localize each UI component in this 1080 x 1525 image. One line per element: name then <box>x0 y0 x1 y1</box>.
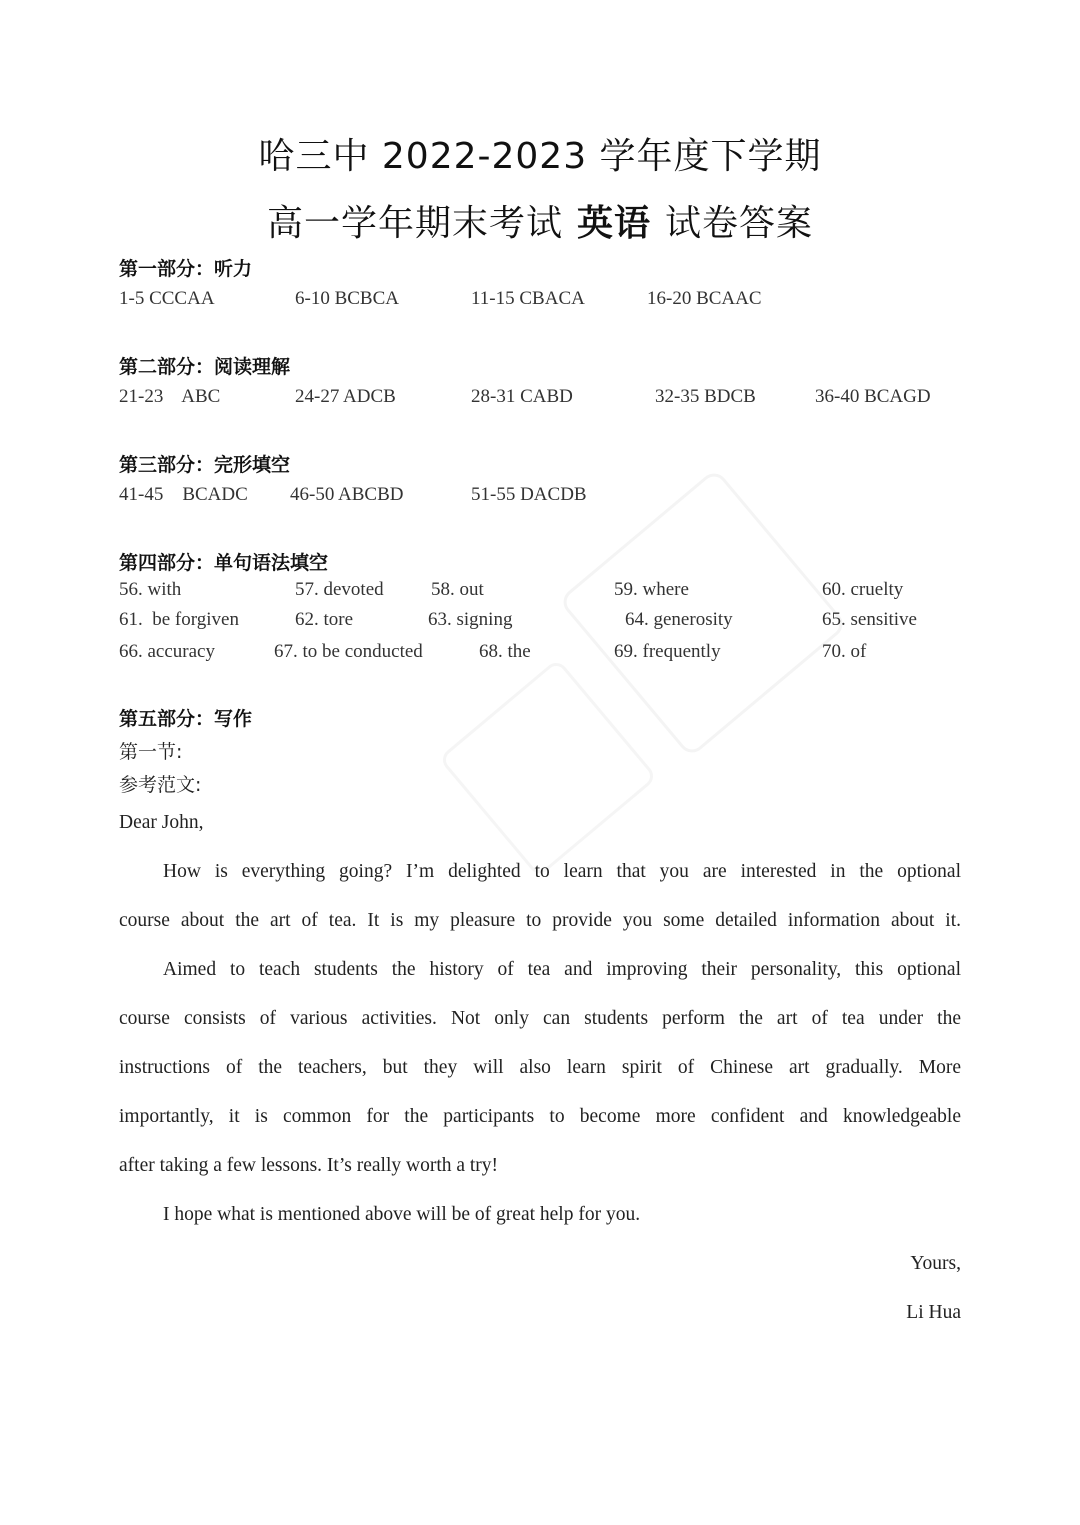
letter-paragraph-line: course about the art of tea. It is my pleasure to provide you some detailed information about it. <box>119 910 961 931</box>
answer-group: 32-35 BDCB <box>655 386 756 407</box>
grammar-answer: 67. to be conducted <box>274 641 423 662</box>
letter-paragraph-line: after taking a few lessons. It’s really worth a try! <box>119 1155 499 1176</box>
page-title-line1: 哈三中 2022-2023 学年度下学期 <box>258 136 822 177</box>
letter-paragraph-line: importantly, it is common for the participants to become more confident and knowledgeable <box>119 1106 961 1127</box>
title-prefix: 高一学年期末考试 <box>266 203 563 244</box>
grammar-answer: 64. generosity <box>625 609 733 630</box>
grammar-answer: 59. where <box>614 579 689 600</box>
page-title-line2 <box>0 195 1080 246</box>
letter-paragraph-line: I hope what is mentioned above will be of great help for you. <box>163 1204 641 1225</box>
grammar-answer: 66. accuracy <box>119 641 215 662</box>
grammar-answer: 61. be forgiven <box>119 609 239 630</box>
title-subject: 英语 <box>576 203 651 244</box>
answer-group: 21-23 ABC <box>119 386 221 407</box>
letter-greeting: Dear John, <box>119 812 204 833</box>
section-reading-title: 第二部分：阅读理解 <box>119 356 291 378</box>
answer-group: 11-15 CBACA <box>471 288 585 309</box>
grammar-answer: 60. cruelty <box>822 579 904 600</box>
answer-group: 41-45 BCADC <box>119 484 248 505</box>
answer-group: 6-10 BCBCA <box>295 288 399 309</box>
letter-paragraph-line: course consists of various activities. Not only can students perform the art of tea under the <box>119 1008 961 1029</box>
letter-closing: Yours, <box>910 1253 961 1274</box>
grammar-answer: 58. out <box>431 579 484 600</box>
answer-group: 46-50 ABCBD <box>290 484 404 505</box>
grammar-answer: 70. of <box>822 641 867 662</box>
grammar-answer: 69. frequently <box>614 641 721 662</box>
answer-group: 36-40 BCAGD <box>815 386 931 407</box>
section-cloze-title: 第三部分：完形填空 <box>119 454 291 476</box>
answer-group: 16-20 BCAAC <box>647 288 762 309</box>
answer-group: 28-31 CABD <box>471 386 573 407</box>
answer-group: 51-55 DACDB <box>471 484 587 505</box>
answer-group: 24-27 ADCB <box>295 386 396 407</box>
watermark-stamp-small <box>438 658 658 878</box>
writing-subsection-label: 第一节: <box>119 741 183 763</box>
letter-signature: Li Hua <box>906 1302 961 1323</box>
grammar-answer: 57. devoted <box>295 579 384 600</box>
letter-paragraph-line: How is everything going? I’m delighted to learn that you are interested in the optional <box>163 861 961 882</box>
answer-group: 1-5 CCCAA <box>119 288 215 309</box>
letter-paragraph-line: Aimed to teach students the history of tea and improving their personality, this optional <box>163 959 961 980</box>
grammar-answer: 65. sensitive <box>822 609 917 630</box>
sample-essay-label: 参考范文: <box>119 774 202 796</box>
section-writing-title: 第五部分：写作 <box>119 708 253 730</box>
section-grammar-title: 第四部分：单句语法填空 <box>119 552 329 574</box>
grammar-answer: 56. with <box>119 579 182 600</box>
letter-paragraph-line: instructions of the teachers, but they will also learn spirit of Chinese art gradually. More <box>119 1057 961 1078</box>
grammar-answer: 68. the <box>479 641 531 662</box>
grammar-answer: 63. signing <box>428 609 513 630</box>
title-suffix: 试卷答案 <box>665 203 814 244</box>
grammar-answer: 62. tore <box>295 609 354 630</box>
section-listening-title: 第一部分：听力 <box>119 258 253 280</box>
